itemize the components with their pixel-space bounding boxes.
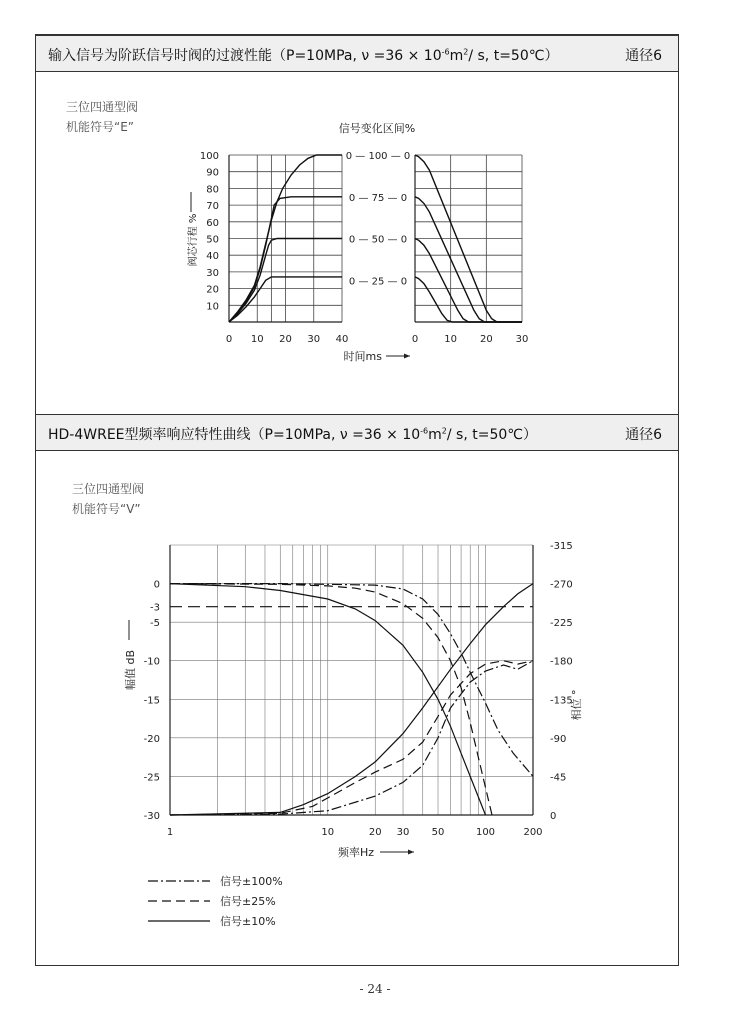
y-tick-label: 0 (153, 579, 160, 591)
y-tick-label: 30 (206, 267, 219, 279)
x-tick-label: 30 (515, 334, 529, 345)
y-tick-label: -15 (143, 695, 160, 707)
y-tick-label: 100 (199, 151, 219, 162)
section1-title: 输入信号为阶跃信号时阀的过渡性能（P=10MPa, $\nu =36 \times 10^{-6}m^2/$ s, t=50℃） (48, 47, 559, 64)
x-tick-label: 200 (523, 827, 543, 838)
x-axis-arrowhead (404, 354, 410, 359)
y-tick-label: 50 (206, 234, 219, 246)
y2-axis-label: 相位 ° (570, 689, 583, 721)
y2-tick-label: -90 (550, 733, 567, 745)
legend-label: 信号±25% (220, 895, 276, 908)
section2-size: 通径6 (625, 427, 662, 443)
x-tick-label: 30 (307, 334, 321, 345)
x-axis-arrowhead (408, 850, 414, 855)
series-line (415, 239, 522, 323)
chart-title: 信号变化区间% (338, 122, 416, 135)
x-tick-label: 20 (479, 334, 493, 345)
y-tick-label: -20 (143, 733, 160, 745)
x-tick-label: 0 (411, 334, 419, 345)
y-tick-label: -25 (143, 772, 160, 784)
series-line (415, 197, 522, 322)
x-tick-label: 40 (335, 334, 349, 345)
y2-tick-label: -270 (550, 579, 573, 591)
y-tick-label: -10 (143, 656, 160, 668)
x-tick-label: 50 (431, 827, 445, 838)
section2-function-symbol: 机能符号“V” (72, 502, 141, 516)
y-tick-label: -5 (150, 618, 160, 630)
y-axis-label: 幅值 dB (124, 649, 137, 691)
x-tick-label: 10 (250, 334, 264, 345)
y-tick-label: -30 (143, 811, 160, 822)
y2-tick-label: -315 (550, 541, 573, 552)
y-tick-label: 70 (206, 201, 219, 213)
y2-tick-label: 0 (550, 811, 557, 822)
y-axis-label: 阀芯行程 % (188, 213, 199, 267)
x-tick-label: 20 (279, 334, 292, 345)
section2-title: HD-4WREE型频率响应特性曲线（P=10MPa, $\nu =36 \times 10^{-6}m^2/$ s, t=50℃） (48, 426, 537, 443)
x-tick-label: 10 (321, 827, 335, 838)
section1-size: 通径6 (625, 48, 662, 64)
y-tick-label: 90 (206, 167, 219, 179)
interval-label: 0 — 100 — 0 (345, 151, 411, 162)
y-tick-label: 40 (206, 251, 219, 263)
page-number: - 24 - (359, 982, 391, 996)
x-tick-label: 20 (368, 827, 382, 838)
y2-tick-label: -45 (550, 772, 567, 784)
frequency-response-chart (0, 440, 750, 960)
interval-label: 0 — 50 — 0 (348, 234, 408, 246)
interval-label: 0 — 75 — 0 (348, 192, 408, 204)
x-axis-label: 频率Hz (337, 846, 374, 859)
y-tick-label: 10 (206, 301, 219, 313)
x-tick-label: 100 (475, 827, 496, 838)
y2-tick-label: -135 (550, 695, 573, 707)
x-tick-label: 30 (396, 827, 410, 838)
y-tick-label: 80 (206, 184, 219, 196)
step-response-chart (0, 0, 750, 380)
x-tick-label: 1 (166, 827, 174, 838)
section2-valve-type: 三位四通型阀 (72, 482, 145, 496)
y2-tick-label: -225 (550, 618, 573, 630)
section1-function-symbol: 机能符号“E” (66, 120, 135, 134)
y-tick-label: -3 (150, 602, 160, 614)
x-tick-label: 10 (444, 334, 458, 345)
x-tick-label: 0 (225, 334, 233, 345)
legend-label: 信号±10% (220, 915, 276, 928)
x-axis-label: 时间ms (343, 350, 382, 363)
y-tick-label: 60 (206, 217, 219, 229)
y2-tick-label: -180 (550, 656, 573, 668)
interval-label: 0 — 25 — 0 (348, 276, 408, 288)
section1-valve-type: 三位四通型阀 (66, 100, 139, 114)
y-tick-label: 20 (206, 284, 219, 296)
legend-label: 信号±100% (220, 875, 283, 888)
